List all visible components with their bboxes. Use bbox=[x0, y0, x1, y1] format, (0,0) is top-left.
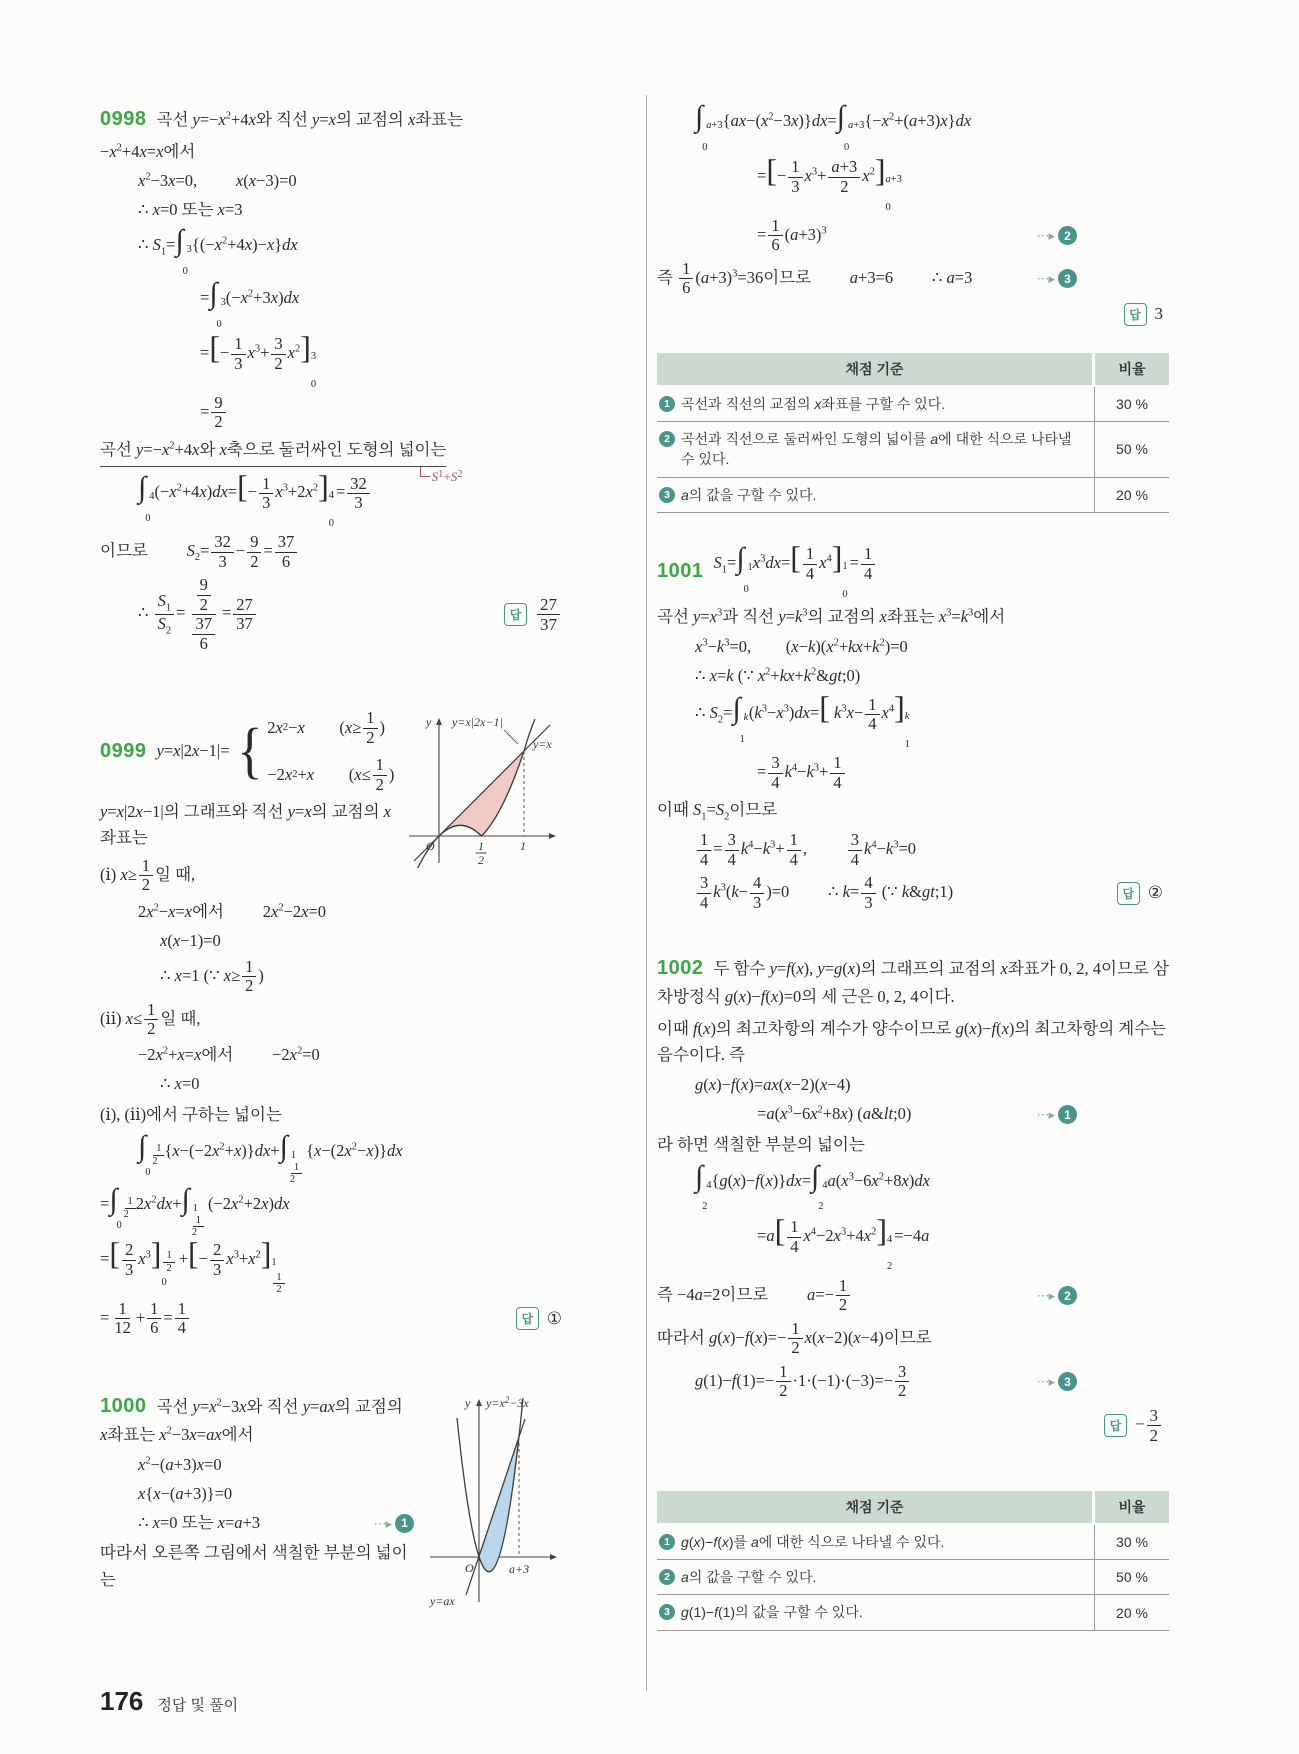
column-divider bbox=[646, 95, 647, 1691]
formula-line bbox=[657, 260, 1169, 298]
criteria-number-icon: 1 bbox=[659, 1534, 675, 1550]
line-text: ∴ x=k (∵ $x^2+kx+k^2\&gt;0$) bbox=[695, 666, 861, 686]
line-text: 즉 −4a=2이므로 a=− $\frac{1}{2}$ bbox=[657, 1277, 852, 1315]
formula-line bbox=[100, 533, 562, 571]
line-text: 이때 f(x)의 최고차항의 계수가 양수이므로 g(x)−f(x)의 최고차항의 계수는 음수이다. 즉 bbox=[657, 1018, 1167, 1065]
line-text: ∴ x=0 bbox=[160, 1074, 200, 1094]
line-text: ∴ x=0 또는 x=a+3 bbox=[138, 1513, 261, 1533]
problem-number: 0998 bbox=[100, 108, 147, 130]
origin-label: O bbox=[465, 1560, 474, 1575]
criteria-row bbox=[657, 387, 1169, 422]
step-number-icon: 1 bbox=[395, 1514, 414, 1533]
criteria-cell: 3 a의 값을 구할 수 있다. bbox=[657, 478, 1095, 512]
formula-line bbox=[100, 929, 562, 953]
tick-half-den: 2 bbox=[478, 853, 484, 868]
formula-line bbox=[657, 1103, 1169, 1127]
problem-1000 bbox=[100, 1390, 562, 1608]
answer-value: ② bbox=[1147, 882, 1163, 902]
table-header bbox=[657, 1491, 1169, 1523]
step-mark bbox=[373, 1514, 414, 1533]
page-footer bbox=[100, 1686, 238, 1717]
line-text: = $\frac{1}{6}$ $(a+3)^3$ bbox=[757, 216, 827, 255]
prose-line bbox=[100, 1102, 562, 1128]
ratio-header: 비율 bbox=[1095, 1491, 1169, 1523]
line-text: ∫ 4 0 $(-x^2+4x)dx=[-$ $\frac{1}{3}$ $x^3+2x^2$] 4 0 = $\frac{32}{3}$ bbox=[138, 472, 372, 528]
formula-line bbox=[100, 277, 562, 330]
step-mark bbox=[1036, 1372, 1077, 1391]
problem-1002 bbox=[657, 952, 1169, 1630]
line-text: (ⅰ) x≥ $\frac{1}{2}$ 일 때, bbox=[100, 855, 196, 895]
criteria-cell: 2 a의 값을 구할 수 있다. bbox=[657, 1560, 1095, 1594]
formula-line bbox=[100, 1073, 562, 1097]
line-text: ∫ a+3 0 $\{ax-(x^2-3x)\}dx=\int$ a+3 0 $\{-x^2+(a+3)x\}dx$ bbox=[695, 100, 972, 153]
line-text: 즉 $\frac{1}{6}$ $(a+3)^3=36$이므로 a+3=6 ∴ a=3 bbox=[657, 258, 973, 298]
line-text: =[− $\frac{1}{3}$ $x^3+$ $\frac{a+3}{2}$ $x^2$] a+3 0 bbox=[757, 152, 902, 213]
line-text: 곡선 $y=-x^2+4x$와 직선 y=x의 교점의 x좌표는 bbox=[156, 110, 464, 129]
prose-line bbox=[657, 952, 1169, 1010]
criteria-row bbox=[657, 1560, 1169, 1595]
grading-table-1000 bbox=[657, 353, 1169, 513]
answer-badge-icon: 답 bbox=[1117, 882, 1140, 905]
ratio-cell: 30 % bbox=[1116, 1533, 1148, 1550]
line-text: y=x|2x−1|의 그래프와 직선 y=x의 교점의 x좌표는 bbox=[100, 802, 391, 848]
cases-brace: { bbox=[236, 717, 263, 786]
formula-line bbox=[100, 169, 562, 193]
line-text: = $\frac{1}{12}$ + $\frac{1}{6}$ = $\frac{1}{4}$ bbox=[100, 1300, 191, 1338]
line-text: x{x−(a+3)}=0 bbox=[138, 1484, 233, 1504]
case-row: 2 x 2 − x ( x ≥ 1 2 ) bbox=[267, 708, 386, 747]
criteria-row bbox=[657, 1595, 1169, 1630]
line-text: =a[ $\frac{1}{4}$ $x^4-2x^3+4x^2$] 4 2 =−4a bbox=[757, 1211, 930, 1273]
graph-0999 bbox=[404, 711, 562, 873]
line-text: (ⅰ), (ⅱ)에서 구하는 넓이는 bbox=[100, 1104, 282, 1124]
line-text: ∴ $S_1=\int$ 3 0 $\{(-x^2+4x)-x\}dx$ bbox=[138, 224, 298, 277]
line-text: 곡선 $y=x^3$과 직선 $y=k^3$의 교점의 x좌표는 $x^3=k^3$에서 bbox=[657, 607, 1006, 627]
tick-half-num: 1 bbox=[478, 839, 484, 854]
line-text: =∫ $\frac{1}{2}$ 0 $2x^2dx+\int$ 1 $\frac{1}{2}$ $(-2x^2+2x)dx$ bbox=[100, 1183, 290, 1239]
line-text: =[− $\frac{1}{3}$ $x^3+$ $\frac{3}{2}$ $x^2$] 3 0 bbox=[200, 329, 317, 390]
ratio-header: 비율 bbox=[1095, 353, 1169, 385]
line-text: 이때 $S_1=S_2$이므로 bbox=[657, 800, 778, 823]
formula-line bbox=[657, 689, 1169, 750]
line-text: $2x^2-x=x$에서 $2x^2-2x=0$ bbox=[138, 901, 327, 921]
step-number-icon: 1 bbox=[1058, 1105, 1077, 1124]
answer-value: − $\frac{3}{2}$ bbox=[1135, 1406, 1163, 1445]
line-label: y=ax bbox=[430, 1593, 455, 1608]
formula-line bbox=[657, 100, 1169, 153]
line-text: g(1)−f(1)=− $\frac{1}{2}$ ·1·(−1)·(−3)=− $\frac{3}{2}$ bbox=[695, 1363, 911, 1401]
formula-line bbox=[657, 217, 1169, 255]
line-text: ∴ $S_2=\int$ k 1 $(k^3-x^3)dx=$[ $k^3x-$ $\frac{1}{4}$ $x^4$] k 1 bbox=[695, 689, 910, 750]
formula-line bbox=[100, 394, 562, 432]
problem-number: 0999 bbox=[100, 740, 147, 763]
criteria-number-icon: 3 bbox=[659, 487, 675, 503]
formula-line bbox=[657, 1211, 1169, 1273]
line-text: (ⅱ) x≤ $\frac{1}{2}$ 일 때, bbox=[100, 999, 201, 1039]
answer-badge-icon: 답 bbox=[1104, 1414, 1127, 1437]
answer-value: 3 bbox=[1154, 304, 1163, 324]
prose-line bbox=[657, 604, 1169, 630]
formula-line bbox=[657, 1406, 1169, 1445]
line-text: $-x^2+4x=x$에서 bbox=[100, 141, 196, 161]
line-text: 따라서 오른쪽 그림에서 색칠한 부분의 넓이는 bbox=[100, 1543, 408, 1589]
formula-line bbox=[100, 468, 562, 529]
formula-line bbox=[100, 576, 562, 653]
footer-label: 정답 및 풀이 bbox=[157, 1697, 239, 1714]
prose-line bbox=[657, 1016, 1169, 1069]
formula-line bbox=[100, 1235, 562, 1296]
line-text: 라 하면 색칠한 부분의 넓이는 bbox=[657, 1134, 865, 1154]
formula-line bbox=[657, 1159, 1169, 1213]
line-text: ∴ x=1 (∵ x≥ $\frac{1}{2}$ ) bbox=[160, 956, 264, 996]
criteria-header: 채점 기준 bbox=[657, 353, 1092, 385]
line-text: $x^3-k^3=0$, $(x-k)(x^2+kx+k^2)=0$ bbox=[695, 637, 908, 657]
formula-line bbox=[100, 1183, 562, 1239]
formula-line bbox=[100, 1453, 414, 1477]
formula-line bbox=[100, 1044, 562, 1068]
formula-line bbox=[100, 1300, 562, 1338]
formula-line bbox=[657, 152, 1169, 213]
line-text: $x^2-(a+3)x=0$ bbox=[138, 1455, 222, 1475]
shaded-region-blue bbox=[479, 1437, 519, 1572]
curve-y-x-abs bbox=[418, 719, 535, 868]
line-text: =∫ 3 0 $(-x^2+3x)dx$ bbox=[200, 277, 300, 330]
line-text: $S_1=\int$ 1 0 $x^3dx=$[ $\frac{1}{4}$ $x^4$] 1 0 = $\frac{1}{4}$ bbox=[714, 543, 878, 599]
criteria-row bbox=[657, 422, 1169, 478]
table-header bbox=[657, 353, 1169, 385]
line-text: 곡선 $y=x^2-3x$와 직선 y=ax의 교점의 x좌표는 $x^2-3x=ax$에서 bbox=[100, 1396, 403, 1444]
line-text: $x^2-3x=0$, x(x−3)=0 bbox=[138, 170, 297, 190]
page-number: 176 bbox=[100, 1686, 144, 1716]
ratio-cell: 50 % bbox=[1116, 1569, 1148, 1586]
line-text: 이므로 $S_2=$ $\frac{32}{3}$ − $\frac{9}{2}$ = $\frac{37}{6}$ bbox=[100, 533, 299, 571]
step-number-icon: 2 bbox=[1058, 1286, 1077, 1305]
formula-line bbox=[657, 539, 1169, 600]
line-text: g(x)−f(x)=ax(x−2)(x−4) bbox=[695, 1075, 851, 1095]
formula-line bbox=[657, 1074, 1169, 1098]
criteria-row bbox=[657, 478, 1169, 513]
origin-label: O bbox=[426, 839, 435, 854]
line-text: 곡선 $y=-x^2+4x$와 x축으로 둘러싸인 도형의 넓이는 S 1 + S 2 bbox=[100, 437, 446, 467]
dotted-arrow-icon: ⋯▸ bbox=[1036, 1288, 1054, 1304]
formula-line bbox=[657, 664, 1169, 688]
formula-line bbox=[100, 1130, 562, 1186]
curve-label: $y=x^2-3x$ bbox=[486, 1394, 529, 1410]
line-text: 따라서 g(x)−f(x)=− $\frac{1}{2}$ x(x−2)(x−4)이므로 bbox=[657, 1318, 932, 1358]
criteria-number-icon: 1 bbox=[659, 396, 675, 412]
answer-badge-icon: 답 bbox=[516, 1307, 539, 1330]
criteria-cell: 2 곡선과 직선으로 둘러싸인 도형의 넓이를 a에 대한 식으로 나타낼 수 있다. bbox=[657, 422, 1095, 477]
left-column bbox=[100, 98, 562, 1618]
criteria-cell: 1 곡선과 직선의 교점의 x좌표를 구할 수 있다. bbox=[657, 387, 1095, 421]
formula-line bbox=[100, 1482, 414, 1506]
line-text: $\frac{1}{4}$ = $\frac{3}{4}$ $k^4-k^3+$ $\frac{1}{4}$ , $\frac{3}{4}$ $k^4-k^3=0$ bbox=[695, 831, 916, 869]
step-mark bbox=[1036, 226, 1077, 245]
step-number-icon: 3 bbox=[1058, 1372, 1077, 1391]
line-text: ∴ $\frac{S_1}{S_2}$ = $\frac{\frac{9}{2}}{\frac{37}{6}}$ = $\frac{27}{37}$ bbox=[138, 576, 258, 653]
tick-a-plus-3: a+3 bbox=[509, 1561, 530, 1576]
formula-line bbox=[657, 303, 1169, 327]
problem-number: 1002 bbox=[657, 957, 704, 980]
formula-line bbox=[100, 1511, 414, 1535]
answer-badge-icon: 답 bbox=[504, 603, 527, 626]
line-text: = $\frac{9}{2}$ bbox=[200, 394, 228, 432]
curve-label: y=x|2x−1| bbox=[452, 715, 503, 730]
line-text: x(x−1)=0 bbox=[160, 930, 221, 950]
answer bbox=[1117, 882, 1163, 905]
formula-line bbox=[100, 140, 562, 164]
answer bbox=[504, 595, 562, 634]
line-text: $-2x^2+x=x$에서 $-2x^2=0$ bbox=[138, 1045, 320, 1065]
problem-0999 bbox=[100, 709, 562, 1338]
prose-line bbox=[657, 797, 1169, 826]
criteria-row bbox=[657, 1525, 1169, 1560]
formula-line bbox=[657, 1363, 1169, 1401]
line-text: $\frac{3}{4}$ $k^3(k-$ $\frac{4}{3}$ )=0 ∴ k= $\frac{4}{3}$ (∵ k&gt;1) bbox=[695, 874, 953, 912]
criteria-number-icon: 2 bbox=[659, 431, 675, 447]
graph-1000 bbox=[424, 1392, 562, 1610]
grading-table-1002 bbox=[657, 1491, 1169, 1631]
ratio-cell: 20 % bbox=[1116, 486, 1148, 503]
criteria-number-icon: 3 bbox=[659, 1604, 675, 1620]
line-label: y=x bbox=[533, 737, 552, 752]
dotted-arrow-icon: ⋯▸ bbox=[1036, 1106, 1054, 1122]
formula-line bbox=[657, 874, 1169, 912]
line-text: = $\frac{3}{4}$ $k^4-k^3+$ $\frac{1}{4}$ bbox=[757, 754, 847, 792]
margin-annotation: S 1 + S 2 bbox=[420, 467, 463, 488]
piecewise-definition bbox=[100, 709, 394, 794]
prose-line bbox=[657, 1132, 1169, 1158]
formula-line bbox=[100, 857, 394, 895]
answer-value: ① bbox=[546, 1308, 562, 1328]
formula-line bbox=[657, 831, 1169, 869]
answer-badge-icon: 답 bbox=[1124, 303, 1147, 326]
criteria-cell: 1 g(x)−f(x)를 a에 대한 식으로 나타낼 수 있다. bbox=[657, 1525, 1095, 1559]
answer bbox=[1104, 1406, 1163, 1445]
step-mark bbox=[1036, 269, 1077, 288]
problem-number: 1001 bbox=[657, 559, 704, 582]
problem-number: 1000 bbox=[100, 1394, 147, 1417]
dotted-arrow-icon: ⋯▸ bbox=[1036, 271, 1054, 287]
formula-line bbox=[100, 198, 562, 222]
formula-line bbox=[100, 1001, 562, 1039]
ratio-cell: 30 % bbox=[1116, 396, 1148, 413]
step-number-icon: 2 bbox=[1058, 226, 1077, 245]
answer-value: $\frac{27}{37}$ bbox=[535, 595, 562, 634]
dotted-arrow-icon: ⋯▸ bbox=[1036, 1373, 1054, 1389]
line-text: =[ $\frac{2}{3}$ $x^3$] $\frac{1}{2}$ 0 +[− $\frac{2}{3}$ $x^3+x^2$] 1 $\frac{1}{2}$ bbox=[100, 1239, 289, 1295]
criteria-header: 채점 기준 bbox=[657, 1491, 1092, 1523]
line-text: ∫ $\frac{1}{2}$ 0 $\{x-(-2x^2+x)\}dx+\int$ 1 $\frac{1}{2}$ $\{x-(2x^2-x)\}dx$ bbox=[138, 1130, 403, 1186]
axis-label-y: y bbox=[426, 715, 432, 730]
right-column bbox=[657, 98, 1169, 1631]
formula-line bbox=[657, 754, 1169, 792]
line-text: $=a(x^3-6x^2+8x)$ (a&lt;0) bbox=[757, 1104, 912, 1124]
prose-line bbox=[657, 1320, 1169, 1358]
problem-1000-continued bbox=[657, 100, 1169, 513]
axis-label-y: y bbox=[465, 1395, 471, 1410]
answer bbox=[516, 1307, 562, 1330]
step-number-icon: 3 bbox=[1058, 269, 1077, 288]
annotation-corner-icon bbox=[420, 467, 430, 477]
ratio-cell: 50 % bbox=[1116, 441, 1148, 458]
criteria-number-icon: 2 bbox=[659, 1569, 675, 1585]
formula-line bbox=[100, 329, 562, 390]
formula-line bbox=[657, 635, 1169, 659]
dotted-arrow-icon: ⋯▸ bbox=[1036, 228, 1054, 244]
prose-line bbox=[100, 437, 562, 485]
step-mark bbox=[1036, 1286, 1077, 1305]
line-text: ∫ 4 2 {g(x)−f(x)}dx=∫ 4 2 $a(x^3-6x^2+8x)dx$ bbox=[695, 1159, 930, 1213]
formula-line bbox=[100, 224, 562, 277]
line-text: 두 함수 y=f(x), y=g(x)의 그래프의 교점의 x좌표가 0, 2, 4이므로 삼차방정식 g(x)−f(x)=0의 세 근은 0, 2, 4이다. bbox=[657, 959, 1169, 1007]
step-mark bbox=[1036, 1105, 1077, 1124]
formula-line bbox=[100, 958, 562, 996]
cases-lead: y=x|2x−1|= bbox=[156, 741, 230, 761]
ratio-cell: 20 % bbox=[1116, 1604, 1148, 1621]
formula-line bbox=[100, 900, 562, 924]
answer bbox=[1124, 303, 1164, 326]
criteria-cell: 3 g(1)−f(1)의 값을 구할 수 있다. bbox=[657, 1595, 1095, 1629]
problem-0998 bbox=[100, 103, 562, 653]
dotted-arrow-icon: ⋯▸ bbox=[373, 1515, 391, 1531]
tick-one: 1 bbox=[520, 839, 526, 854]
problem-1001 bbox=[657, 539, 1169, 912]
prose-line bbox=[100, 103, 562, 135]
formula-line bbox=[657, 1277, 1169, 1315]
line-text: ∴ x=0 또는 x=3 bbox=[138, 199, 243, 219]
case-row: −2 x 2 + x ( x ≤ 1 2 ) bbox=[267, 755, 395, 794]
